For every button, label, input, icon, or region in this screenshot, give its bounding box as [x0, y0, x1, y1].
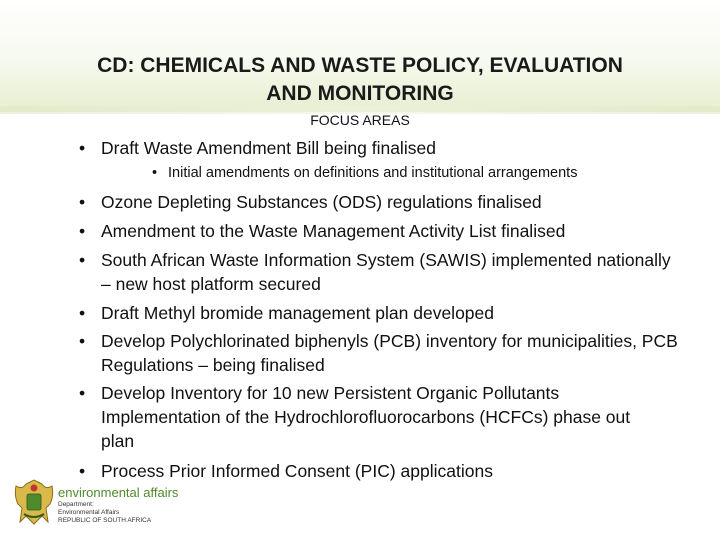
bullet-icon: • [79, 250, 86, 270]
department-logo [58, 485, 178, 525]
slide-title-line-2: AND MONITORING [266, 82, 454, 105]
sub-bullet-text: Initial amendments on definitions and institutional arrangements [168, 165, 578, 181]
bullet-icon: • [79, 461, 86, 481]
logo-line-department: Department: [58, 501, 94, 508]
slide-title-line-1: CD: CHEMICALS AND WASTE POLICY, EVALUATION [97, 54, 623, 77]
bullet-text: Draft Waste Amendment Bill being finalised [101, 138, 436, 158]
logo-line-environmental-affairs: Environmental Affairs [58, 509, 120, 516]
bullet-text: Process Prior Informed Consent (PIC) applications [101, 461, 493, 481]
bullet-text: Ozone Depleting Substances (ODS) regulations finalised [101, 192, 542, 212]
bullet-text: Amendment to the Waste Management Activity List finalised [101, 221, 566, 241]
bullet-icon: • [79, 138, 86, 158]
bullet-text: South African Waste Information System (SAWIS) implemented nationally – new host platform secured [101, 250, 671, 294]
bullet-text: Draft Methyl bromide management plan developed [101, 303, 494, 323]
bullet-icon: • [79, 303, 86, 323]
bullet-icon: • [79, 192, 86, 212]
bullet-icon: • [79, 331, 86, 351]
logo-name: environmental affairs [58, 485, 179, 500]
sub-bullet-icon: • [152, 165, 158, 181]
bullet-text: Develop Polychlorinated biphenyls (PCB) inventory for municipalities, PCB Regulations – being finalised [101, 331, 678, 375]
bullet-text: Develop Inventory for 10 new Persistent Organic Pollutants Implementation of the Hydrochlorofluorocarbons (HCFCs) phase out plan [101, 383, 631, 451]
slide-subtitle: FOCUS AREAS [310, 112, 410, 128]
logo-line-country: REPUBLIC OF SOUTH AFRICA [58, 517, 152, 524]
bullet-icon: • [79, 221, 86, 241]
bullet-icon: • [79, 383, 86, 403]
